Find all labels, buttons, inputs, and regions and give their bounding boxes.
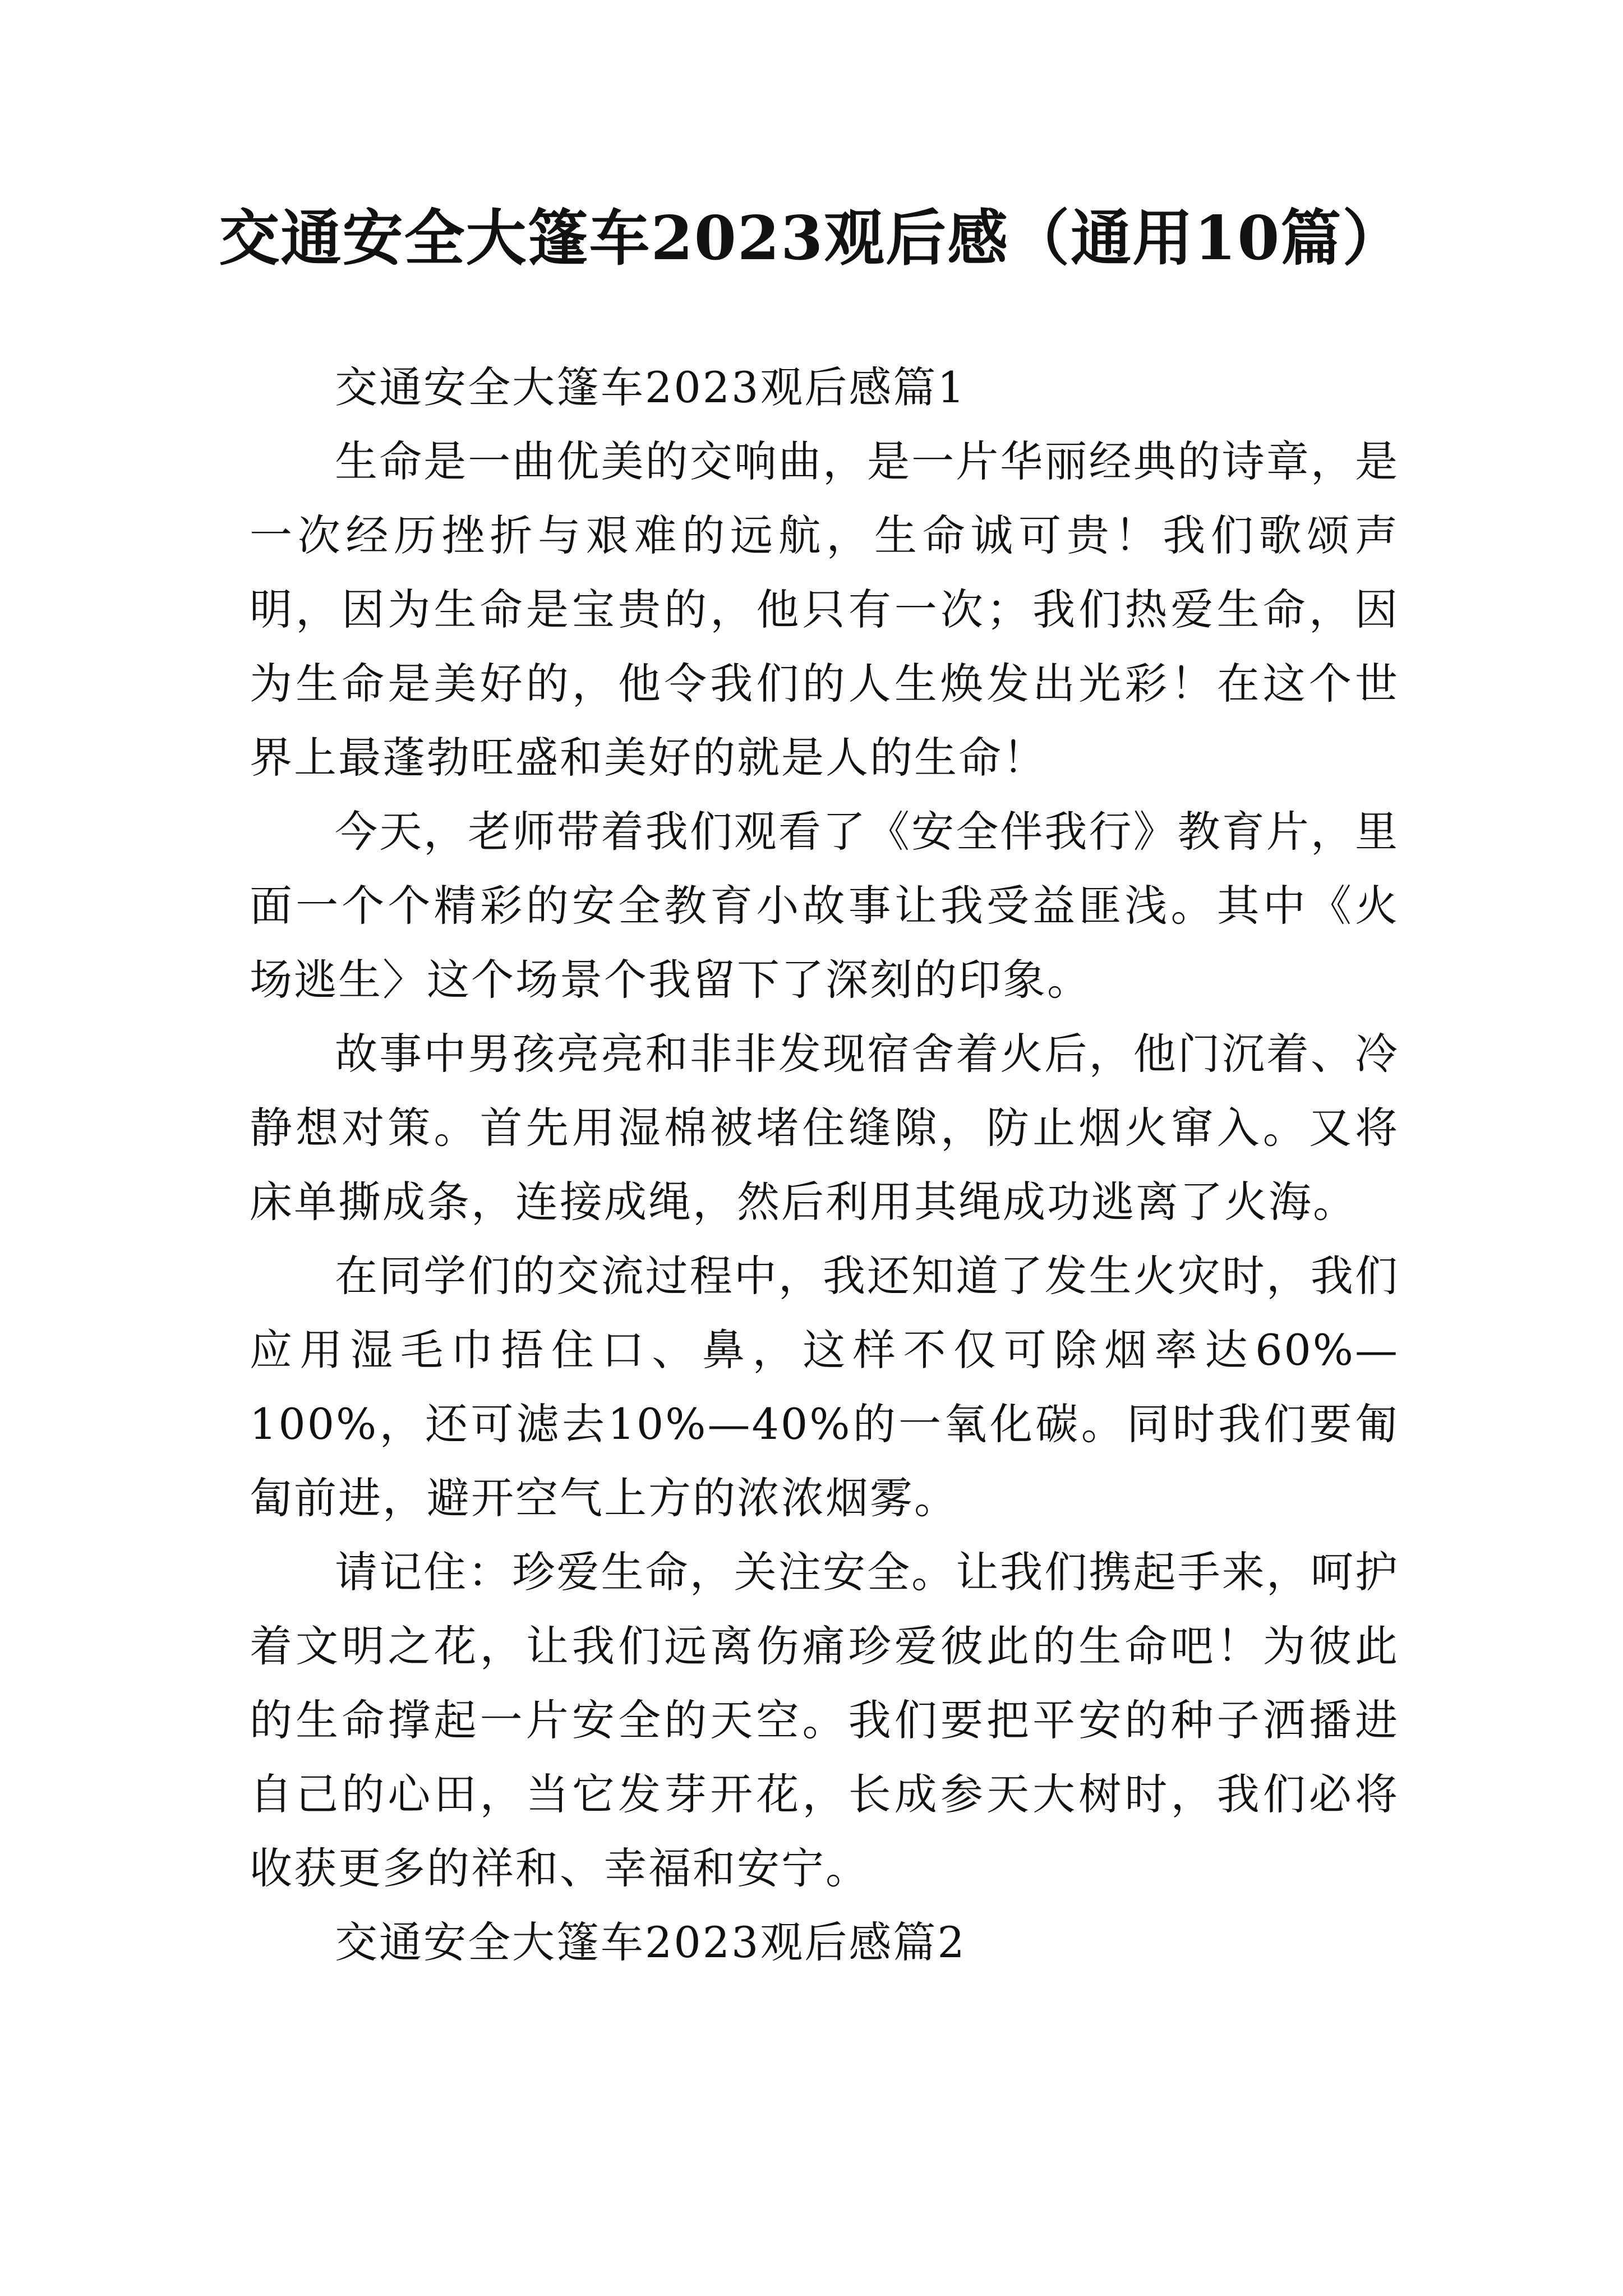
paragraph: 请记住：珍爱生命，关注安全。让我们携起手来，呵护着文明之花，让我们远离伤痛珍爱彼此的生命吧！为彼此的生命撑起一片安全的天空。我们要把平安的种子洒播进自己的心田，当它发芽开花，长成参天大树时，我们必将收获更多的祥和、幸福和安宁。 <box>250 1547 1399 1893</box>
paragraph: 今天，老师带着我们观看了《安全伴我行》教育片，里面一个个精彩的安全教育小故事让我受益匪浅。其中《火场逃生〉这个场景个我留下了深刻的印象。 <box>250 807 1399 1005</box>
paragraph: 生命是一曲优美的交响曲，是一片华丽经典的诗章，是一次经历挫折与艰难的远航，生命诚可贵！我们歌颂声明，因为生命是宝贵的，他只有一次；我们热爱生命，因为生命是美好的，他令我们的人生焕发出光彩！在这个世界上最蓬勃旺盛和美好的就是人的生命！ <box>250 436 1399 783</box>
section-heading: 交通安全大篷车2023观后感篇2 <box>335 1917 966 1967</box>
paragraph: 在同学们的交流过程中，我还知道了发生火灾时，我们应用湿毛巾捂住口、鼻，这样不仅可除烟率达60%—100%，还可滤去10%—40%的一氧化碳。同时我们要匍匐前进，避开空气上方的浓浓烟雾。 <box>250 1251 1399 1523</box>
document-body <box>250 351 1399 1980</box>
document-title: 交通安全大篷车2023观后感（通用10篇） <box>219 203 1404 274</box>
section-heading: 交通安全大篷车2023观后感篇1 <box>335 362 966 412</box>
paragraph: 故事中男孩亮亮和非非发现宿舍着火后，他门沉着、冷静想对策。首先用湿棉被堵住缝隙，防止烟火窜入。又将床单撕成条，连接成绳，然后利用其绳成功逃离了火海。 <box>250 1029 1399 1227</box>
